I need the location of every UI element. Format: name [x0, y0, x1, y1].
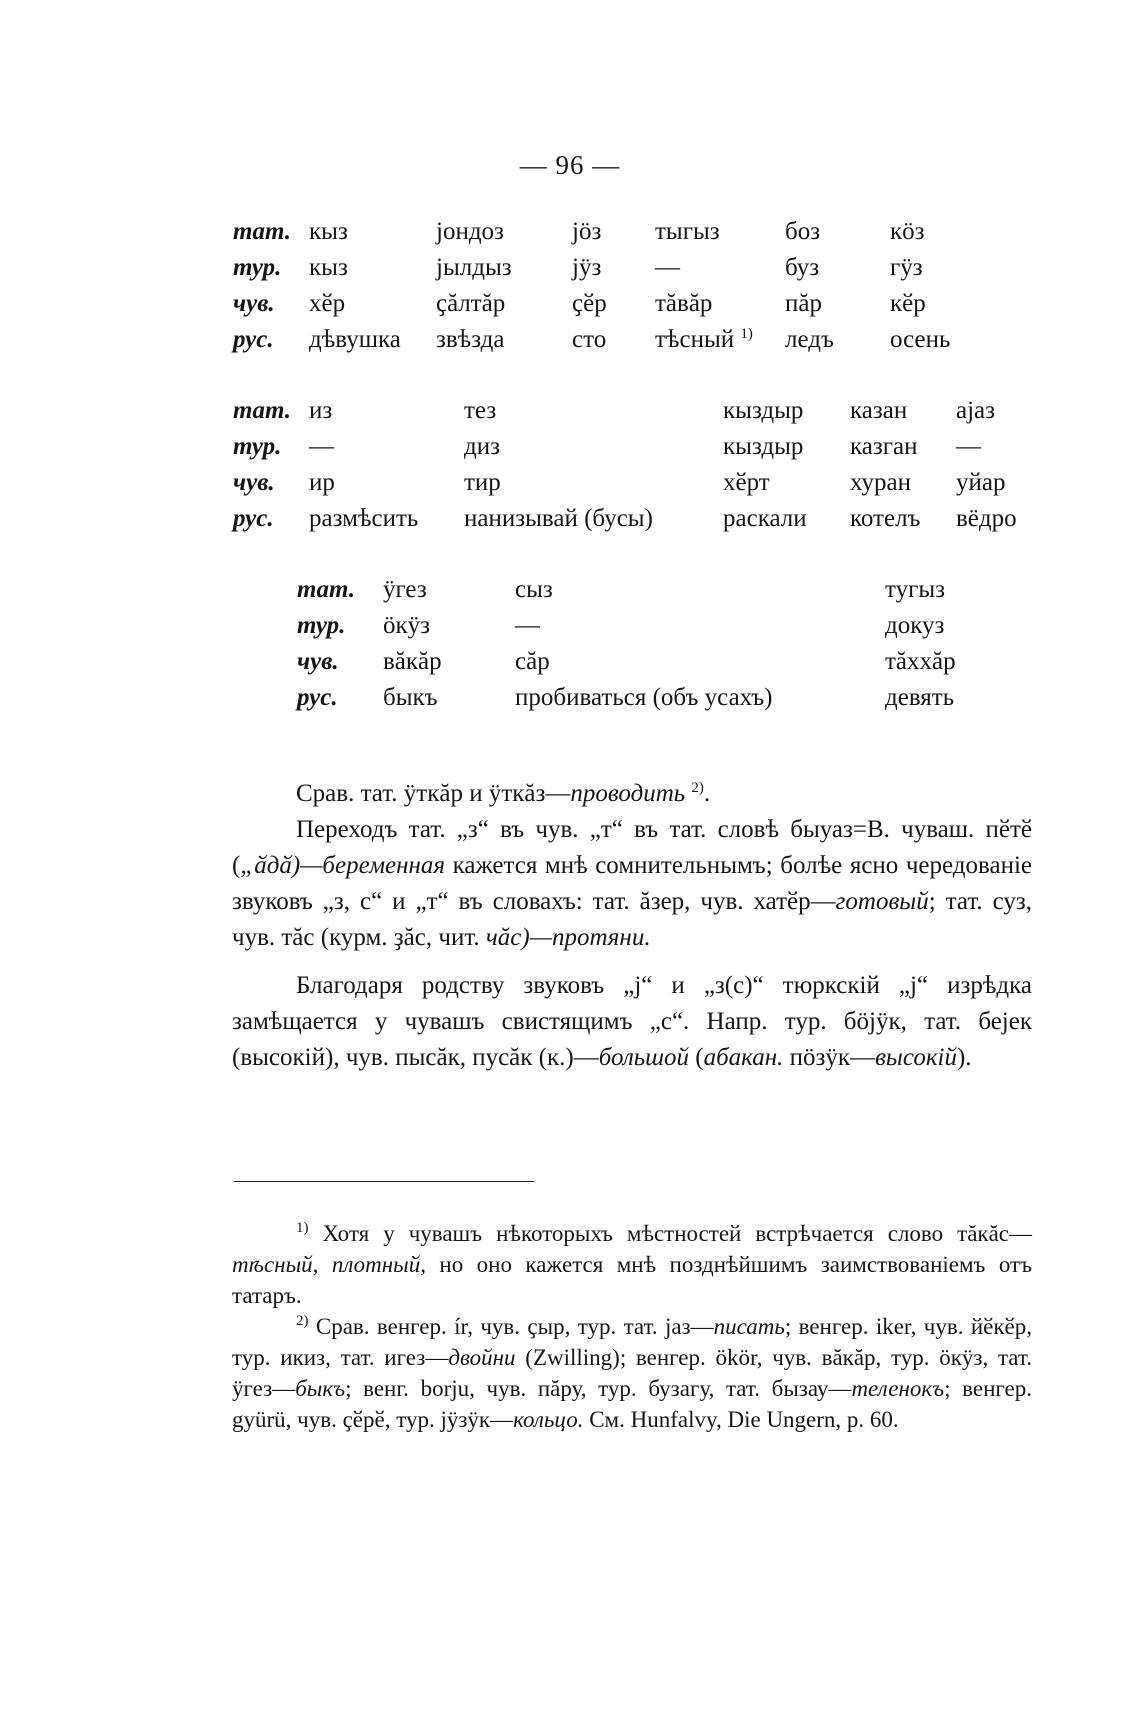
- comparison-table-1: [233, 218, 970, 362]
- word-cell: буз: [785, 254, 820, 281]
- word-cell: —: [309, 433, 334, 460]
- table-row: [297, 648, 995, 684]
- word-cell: тугыз: [885, 576, 946, 603]
- table-row: [297, 684, 995, 720]
- language-label: чув.: [233, 469, 275, 496]
- table-row: [297, 612, 995, 648]
- page-number: — 96 —: [519, 150, 621, 180]
- word-cell: кыз: [309, 254, 348, 281]
- word-cell: сто: [572, 326, 607, 353]
- word-cell: аjаз: [956, 397, 996, 424]
- word-cell: гӱз: [890, 254, 923, 281]
- footnote-ref-2[interactable]: 2): [691, 780, 704, 796]
- word-cell: ҫăлтăр: [436, 290, 506, 317]
- word-cell: тѣсный $^{1)}$: [655, 326, 753, 353]
- word-cell: вăкăр: [383, 648, 442, 675]
- body-text: [232, 776, 1032, 1076]
- word-cell: тез: [464, 397, 497, 424]
- word-cell: кыздыр: [723, 433, 804, 460]
- word-cell: кӗр: [890, 290, 926, 317]
- word-cell: ӱгез: [383, 576, 427, 603]
- word-cell: хӗрт: [723, 469, 770, 496]
- language-label: чув.: [297, 648, 339, 675]
- footnote-2: $^{2)}$ Срав. венгер. ír, чув. ҫыр, тур. тат. јаз—писать; венгер. iker, чув. йӗкӗр, тур. икиз, тат. игез—двойни (Zwilling); венгер. ökör, чув. вăкăр, тур. ӧкӱз, тат. ӱгез—быкъ; венг. borju, чув. пăру, тур. бузагу, тат. бызау—теленокъ; венгер. gyürü, чув. ҫӗрӗ, тур. јӱзӱк—кольцо. См. Hunfalvy, Die Ungern, p. 60.: [232, 1313, 1032, 1432]
- word-cell: —: [956, 433, 981, 460]
- word-cell: јӧз: [572, 218, 602, 245]
- word-cell: хуран: [850, 469, 912, 496]
- language-label: тур.: [233, 433, 282, 460]
- footnote-ref-1[interactable]: 1): [740, 326, 753, 342]
- language-label: чув.: [233, 290, 275, 317]
- table-row: [233, 290, 970, 326]
- word-cell: —: [655, 254, 680, 281]
- word-cell: нанизывай (бусы): [464, 505, 653, 532]
- word-cell: размѣсить: [309, 505, 419, 532]
- word-cell: ледъ: [785, 326, 834, 353]
- word-cell: осень: [890, 326, 951, 353]
- word-cell: тăвăр: [655, 290, 713, 317]
- word-cell: тыгыз: [655, 218, 720, 245]
- table-row: [233, 505, 1036, 541]
- word-cell: быкъ: [383, 684, 438, 711]
- word-cell: диз: [464, 433, 500, 460]
- word-cell: ӧкӱз: [383, 612, 431, 639]
- footnote-1: $^{1)}$ Хотя у чувашъ нѣкоторыхъ мѣстностей встрѣчается слово тăкăс—тѣсный, плотный, но оно кажется мнѣ позднѣйшимъ заимствованіемъ отъ татаръ.: [232, 1220, 1032, 1308]
- word-cell: докуз: [885, 612, 945, 639]
- word-cell: девять: [885, 684, 955, 711]
- word-cell: сыз: [515, 576, 553, 603]
- word-cell: ир: [309, 469, 335, 496]
- word-cell: котелъ: [850, 505, 921, 532]
- word-cell: казган: [850, 433, 918, 460]
- language-label: рус.: [233, 505, 274, 532]
- language-label: тур.: [233, 254, 282, 281]
- table-row: [233, 469, 1036, 505]
- word-cell: боз: [785, 218, 821, 245]
- table-row: [297, 576, 995, 612]
- word-cell: вёдро: [956, 505, 1017, 532]
- footnote-divider: [234, 1181, 534, 1182]
- table-row: [233, 326, 970, 362]
- footnotes: [232, 1218, 1032, 1435]
- table-row: [233, 218, 970, 254]
- word-cell: пăр: [785, 290, 822, 317]
- word-cell: јондоз: [436, 218, 504, 245]
- word-cell: казан: [850, 397, 908, 424]
- word-cell: хӗр: [309, 290, 346, 317]
- language-label: рус.: [233, 326, 274, 353]
- word-cell: кӧз: [890, 218, 925, 245]
- paragraph-comparison: Срав. тат. ӱткăр и ӱткăз—проводить $^{2)}$.: [296, 780, 711, 807]
- word-cell: пробиваться (объ усахъ): [515, 684, 773, 711]
- paragraph-sound-relation: Благодаря родству звуковъ „j“ и „з(с)“ тюркскій „j“ изрѣдка замѣщается у чувашъ свистящимъ „с“. Напр. тур. бӧjӱк, тат. бејек (высокій), чув. пысăк, пусăк (к.)—большой (абакан. пӧзӱк—высокій).: [232, 972, 1032, 1071]
- language-label: тат.: [233, 397, 291, 424]
- language-label: тат.: [297, 576, 355, 603]
- word-cell: ҫӗр: [572, 290, 607, 317]
- language-label: тат.: [233, 218, 291, 245]
- word-cell: из: [309, 397, 333, 424]
- word-cell: уйар: [956, 469, 1006, 496]
- word-cell: звѣзда: [436, 326, 505, 353]
- word-cell: кыз: [309, 218, 348, 245]
- word-cell: јӱз: [572, 254, 602, 281]
- word-cell: сăр: [515, 648, 550, 675]
- language-label: тур.: [297, 612, 346, 639]
- word-cell: раскали: [723, 505, 807, 532]
- comparison-table-2: [233, 397, 1036, 541]
- table-row: [233, 397, 1036, 433]
- language-label: рус.: [297, 684, 338, 711]
- word-cell: тир: [464, 469, 501, 496]
- word-cell: кыздыр: [723, 397, 804, 424]
- comparison-table-3: [297, 576, 995, 720]
- word-cell: јылдыз: [436, 254, 512, 281]
- word-cell: —: [515, 612, 540, 639]
- word-cell: тăххăр: [885, 648, 956, 675]
- table-row: [233, 433, 1036, 469]
- word-cell: дѣвушка: [309, 326, 401, 353]
- table-row: [233, 254, 970, 290]
- paragraph-transition: Переходъ тат. „з“ въ чув. „т“ въ тат. словѣ быуаз=В. чуваш. пӗтӗ („ӑдӑ)—беременная кажется мнѣ сомнительнымъ; болѣе ясно чередованіе звуковъ „з, с“ и „т“ въ словахъ: тат. ăзер, чув. хатӗр—готовый; тат. суз, чув. тăс (курм. ҙăс, чит. чăс)—протяни.: [232, 816, 1032, 951]
